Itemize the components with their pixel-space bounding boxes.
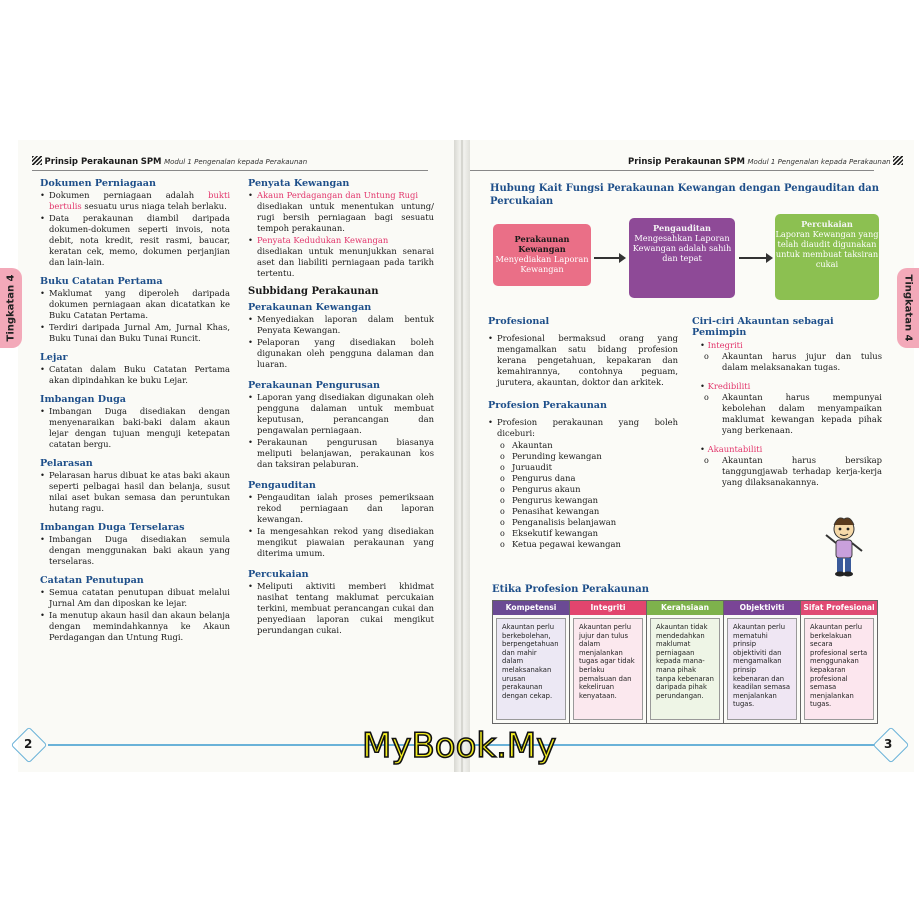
flow-box-percukaian bbox=[775, 214, 879, 300]
etika-column-title: Sifat Profesional bbox=[801, 601, 877, 615]
list-item: o Penganalisis belanjawan bbox=[500, 517, 678, 528]
flow-box-title: Percukaian bbox=[801, 219, 853, 229]
etika-column-text: Akauntan perlu jujur dan tulus dalam menjalankan tugas agar tidak berlaku pemalsuan dan kekeliruan kenyataan. bbox=[573, 618, 643, 720]
bullet-list bbox=[248, 492, 434, 559]
running-head-title: Prinsip Perakaunan bbox=[44, 157, 139, 167]
section-heading: Lejar bbox=[40, 352, 68, 363]
penyata-list bbox=[248, 190, 434, 279]
running-head-module: Modul 1 Pengenalan kepada Perakaunan bbox=[164, 158, 308, 166]
subbidang-section bbox=[248, 569, 434, 636]
etika-column-integriti bbox=[570, 601, 647, 723]
ciri-name-text: Integriti bbox=[707, 340, 743, 350]
side-tab-right bbox=[897, 268, 919, 348]
profesional-list bbox=[488, 333, 678, 388]
list-item: • Ia mengesahkan rekod yang disediakan mengikut piawaian perakaunan yang diterima umum. bbox=[248, 526, 434, 559]
right-column-b bbox=[692, 316, 882, 488]
section-heading: Ciri-ciri Akauntan sebagai Pemimpin bbox=[692, 316, 834, 338]
ciri-name-text: Akauntabiliti bbox=[707, 444, 763, 454]
ciri-item bbox=[692, 444, 882, 488]
arrow-icon bbox=[739, 257, 771, 259]
bullet-list bbox=[40, 190, 230, 268]
side-tab-left bbox=[0, 268, 22, 348]
section-heading: Dokumen Perniagaan bbox=[40, 178, 156, 189]
list-item: • Penyata Kedudukan Kewangan disediakan untuk menunjukkan senarai aset dan liabiliti perniagaan pada tarikh tertentu. bbox=[248, 235, 434, 279]
list-item: • Meliputi aktiviti memberi khidmat nasihat tentang maklumat percukaian terkini, membuat perancangan cukai dan penyediaan laporan cukai mengikut perundangan cukai. bbox=[248, 581, 434, 636]
list-item: • Profesional bermaksud orang yang mengamalkan satu bidang profesion kerana pengetahuan, kepakaran dan kemahirannya, contohnya peguam, jurutera, akauntan, doktor dan arkitek. bbox=[488, 333, 678, 388]
highlight-text: bukti bertulis bbox=[49, 190, 230, 211]
etika-heading: Etika Profesion Perakaunan bbox=[492, 584, 649, 595]
list-item: • Imbangan Duga disediakan dengan menyenaraikan baki-baki dalam akaun lejar dengan tujuan menguji ketepatan catatan bergu. bbox=[40, 406, 230, 450]
section-heading: Buku Catatan Pertama bbox=[40, 276, 163, 287]
list-item: • Pengauditan ialah proses pemeriksaan rekod perniagaan dan laporan kewangan. bbox=[248, 492, 434, 525]
section-heading: Pengauditan bbox=[248, 480, 316, 491]
flow-title: Hubung Kait Fungsi Perakaunan Kewangan dengan Pengauditan dan Percukaian bbox=[490, 183, 879, 207]
list-item: • Maklumat yang diperoleh daripada dokumen perniagaan akan dicatatkan ke Buku Catatan Pertama. bbox=[40, 288, 230, 321]
subbidang-section bbox=[248, 302, 434, 370]
flow-box-pengauditan bbox=[629, 218, 735, 298]
bullet-list bbox=[40, 534, 230, 567]
list-item: • Akaun Perdagangan dan Untung Rugi disediakan untuk menentukan untung/ rugi bersih perniagaan bagi sesuatu tempoh perakaunan. bbox=[248, 190, 434, 234]
arrow-icon bbox=[594, 257, 624, 259]
list-item: • Pelaporan yang disediakan boleh digunakan oleh pengguna dalaman dan luaran. bbox=[248, 337, 434, 370]
running-head-module: Modul 1 Pengenalan kepada Perakaunan bbox=[747, 158, 891, 166]
list-item: o Penasihat kewangan bbox=[500, 506, 678, 517]
section-heading: Imbangan Duga bbox=[40, 394, 126, 405]
left-section bbox=[40, 276, 230, 344]
ciri-list bbox=[692, 340, 882, 488]
list-item: o Juruaudit bbox=[500, 462, 678, 473]
left-section bbox=[40, 522, 230, 567]
section-heading: Profesion Perakaunan bbox=[488, 400, 607, 411]
bullet-list bbox=[40, 364, 230, 386]
list-item: o Perunding kewangan bbox=[500, 451, 678, 462]
ciri-text: o Akauntan harus jujur dan tulus dalam melaksanakan tugas. bbox=[692, 351, 882, 373]
watermark-text: MyBook.My bbox=[362, 726, 557, 766]
highlight-text: Akaun Perdagangan dan Untung Rugi bbox=[257, 190, 419, 200]
left-column-a bbox=[40, 178, 230, 651]
left-section bbox=[40, 394, 230, 450]
profesion-intro-list bbox=[488, 417, 678, 439]
etika-table bbox=[492, 600, 878, 724]
left-section bbox=[40, 458, 230, 514]
running-head-spm: SPM bbox=[140, 157, 162, 167]
highlight-text: Penyata Kedudukan Kewangan bbox=[257, 235, 389, 245]
section-heading: Percukaian bbox=[248, 569, 309, 580]
running-head-spm: SPM bbox=[724, 157, 745, 167]
running-head-right bbox=[628, 156, 903, 167]
list-item: • Catatan dalam Buku Catatan Pertama akan dipindahkan ke buku Lejar. bbox=[40, 364, 230, 386]
profesion-list bbox=[488, 440, 678, 550]
list-item: • Terdiri daripada Jurnal Am, Jurnal Khas, Buku Tunai dan Buku Tunai Runcit. bbox=[40, 322, 230, 344]
ciri-item bbox=[692, 381, 882, 436]
list-item: o Ketua pegawai kewangan bbox=[500, 539, 678, 550]
etika-column-objektiviti bbox=[724, 601, 801, 723]
section-heading: Profesional bbox=[488, 316, 550, 327]
cartoon-accountant-figure bbox=[818, 515, 870, 580]
etika-column-title: Integriti bbox=[570, 601, 646, 615]
subbidang-sections bbox=[248, 302, 434, 636]
etika-column-text: Akauntan perlu mematuhi prinsip objektiviti dan mengamalkan prinsip kebenaran dan keadilan semasa menjalankan tugas. bbox=[727, 618, 797, 720]
bullet-list bbox=[40, 587, 230, 643]
ciri-text: o Akauntan harus mempunyai kebolehan dalam menyampaikan maklumat kewangan kepada pihak yang berkenaan. bbox=[692, 392, 882, 436]
ciri-text: o Akauntan harus bersikap tanggungjawab terhadap kerja-kerja yang dilaksanakannya. bbox=[692, 455, 882, 488]
flow-box-title: Perakaunan Kewangan bbox=[514, 234, 570, 254]
flow-box-title: Pengauditan bbox=[653, 223, 711, 233]
list-item: • Imbangan Duga disediakan semula dengan menggunakan baki akaun yang terselaras. bbox=[40, 534, 230, 567]
list-item: o Pengurus akaun bbox=[500, 484, 678, 495]
subbidang-title: Subbidang Perakaunan bbox=[248, 286, 379, 297]
section-heading: Perakaunan Kewangan bbox=[248, 302, 372, 313]
running-head-left bbox=[32, 156, 307, 167]
etika-column-text: Akauntan perlu berkebolehan, berpengetahuan dan mahir dalam melaksanakan urusan perakaunan dengan cekap. bbox=[496, 618, 566, 720]
section-heading: Perakaunan Pengurusan bbox=[248, 380, 381, 391]
list-item: • Perakaunan pengurusan biasanya meliputi belanjawan, perakaunan kos dan taksiran pelaburan. bbox=[248, 437, 434, 470]
bullet-list bbox=[248, 314, 434, 370]
ciri-name bbox=[692, 444, 882, 455]
ciri-name bbox=[692, 381, 882, 392]
section-heading: Pelarasan bbox=[40, 458, 93, 469]
bullet-icon: • bbox=[700, 444, 708, 454]
list-item: • Data perakaunan diambil daripada dokumen-dokumen seperti invois, nota debit, nota kredit, resit rasmi, baucar, keratan cek, memo, dokumen perjanjian dan lain-lain. bbox=[40, 213, 230, 268]
etika-column-text: Akauntan tidak mendedahkan maklumat perniagaan kepada mana-mana pihak tanpa kebenaran daripada pihak perundangan. bbox=[650, 618, 720, 720]
left-section bbox=[40, 178, 230, 268]
section-heading: Penyata Kewangan bbox=[248, 178, 350, 189]
list-item: • Ia menutup akaun hasil dan akaun belanja dengan memindahkannya ke Akaun Perdagangan dan Untung Rugi. bbox=[40, 610, 230, 643]
list-item: o Akauntan bbox=[500, 440, 678, 451]
etika-column-kerahsiaan bbox=[647, 601, 724, 723]
page-number-right: 3 bbox=[884, 737, 893, 751]
running-head-title: Prinsip Perakaunan bbox=[628, 157, 722, 167]
stripes-icon bbox=[893, 156, 903, 165]
list-item: • Menyediakan laporan dalam bentuk Penyata Kewangan. bbox=[248, 314, 434, 336]
list-item: • Profesion perakaunan yang boleh diceburi: bbox=[488, 417, 678, 439]
flow-box-text: Laporan Kewangan yang telah diaudit digunakan untuk membuat taksiran cukai bbox=[775, 229, 879, 269]
left-column-b bbox=[248, 178, 434, 646]
list-item: • Dokumen perniagaan adalah bukti bertulis sesuatu urus niaga telah berlaku. bbox=[40, 190, 230, 212]
running-head-rule bbox=[32, 170, 428, 171]
stripes-icon bbox=[32, 156, 42, 165]
ciri-name-text: Kredibiliti bbox=[707, 381, 751, 391]
bullet-icon: • bbox=[700, 340, 708, 350]
bullet-list bbox=[248, 392, 434, 470]
bullet-icon: • bbox=[700, 381, 708, 391]
side-tab-label: Tingkatan 4 bbox=[5, 274, 17, 342]
flow-box-text: Mengesahkan Laporan Kewangan adalah sahih dan tepat bbox=[632, 233, 732, 263]
subbidang-section bbox=[248, 480, 434, 559]
list-item: o Eksekutif kewangan bbox=[500, 528, 678, 539]
etika-column-kompetensi bbox=[493, 601, 570, 723]
list-item: o Pengurus kewangan bbox=[500, 495, 678, 506]
etika-column-title: Objektiviti bbox=[724, 601, 800, 615]
etika-column-title: Kerahsiaan bbox=[647, 601, 723, 615]
etika-column-sifat-profesional bbox=[801, 601, 877, 723]
flow-box-text: Menyediakan Laporan Kewangan bbox=[495, 254, 589, 274]
subbidang-section bbox=[248, 380, 434, 470]
book-gutter bbox=[454, 140, 470, 772]
section-heading: Catatan Penutupan bbox=[40, 575, 144, 586]
side-tab-label: Tingkatan 4 bbox=[902, 274, 914, 342]
list-item: o Pengurus dana bbox=[500, 473, 678, 484]
left-section bbox=[40, 352, 230, 386]
bullet-list bbox=[40, 470, 230, 514]
ciri-item bbox=[692, 340, 882, 373]
etika-column-title: Kompetensi bbox=[493, 601, 569, 615]
etika-column-text: Akauntan perlu berkelakuan secara profesional serta menggunakan kepakaran profesional semasa menjalankan tugas. bbox=[804, 618, 874, 720]
bullet-list bbox=[248, 581, 434, 636]
section-heading: Imbangan Duga Terselaras bbox=[40, 522, 185, 533]
running-head-rule bbox=[470, 170, 874, 171]
flow-box-perakaunan-kewangan bbox=[493, 224, 591, 286]
penyata-kewangan-section bbox=[248, 178, 434, 279]
list-item: • Semua catatan penutupan dibuat melalui Jurnal Am dan diposkan ke lejar. bbox=[40, 587, 230, 609]
page-number-left: 2 bbox=[24, 737, 33, 751]
bullet-list bbox=[40, 288, 230, 344]
left-section bbox=[40, 575, 230, 643]
list-item: • Pelarasan harus dibuat ke atas baki akaun seperti pelbagai hasil dan belanja, susut nilai aset bukan semasa dan peruntukan hutang ragu. bbox=[40, 470, 230, 514]
right-column-a bbox=[488, 316, 678, 550]
ciri-name bbox=[692, 340, 882, 351]
list-item: • Laporan yang disediakan digunakan oleh pengguna dalaman untuk membuat keputusan, perancangan dan pengawalan perniagaan. bbox=[248, 392, 434, 436]
bullet-list bbox=[40, 406, 230, 450]
